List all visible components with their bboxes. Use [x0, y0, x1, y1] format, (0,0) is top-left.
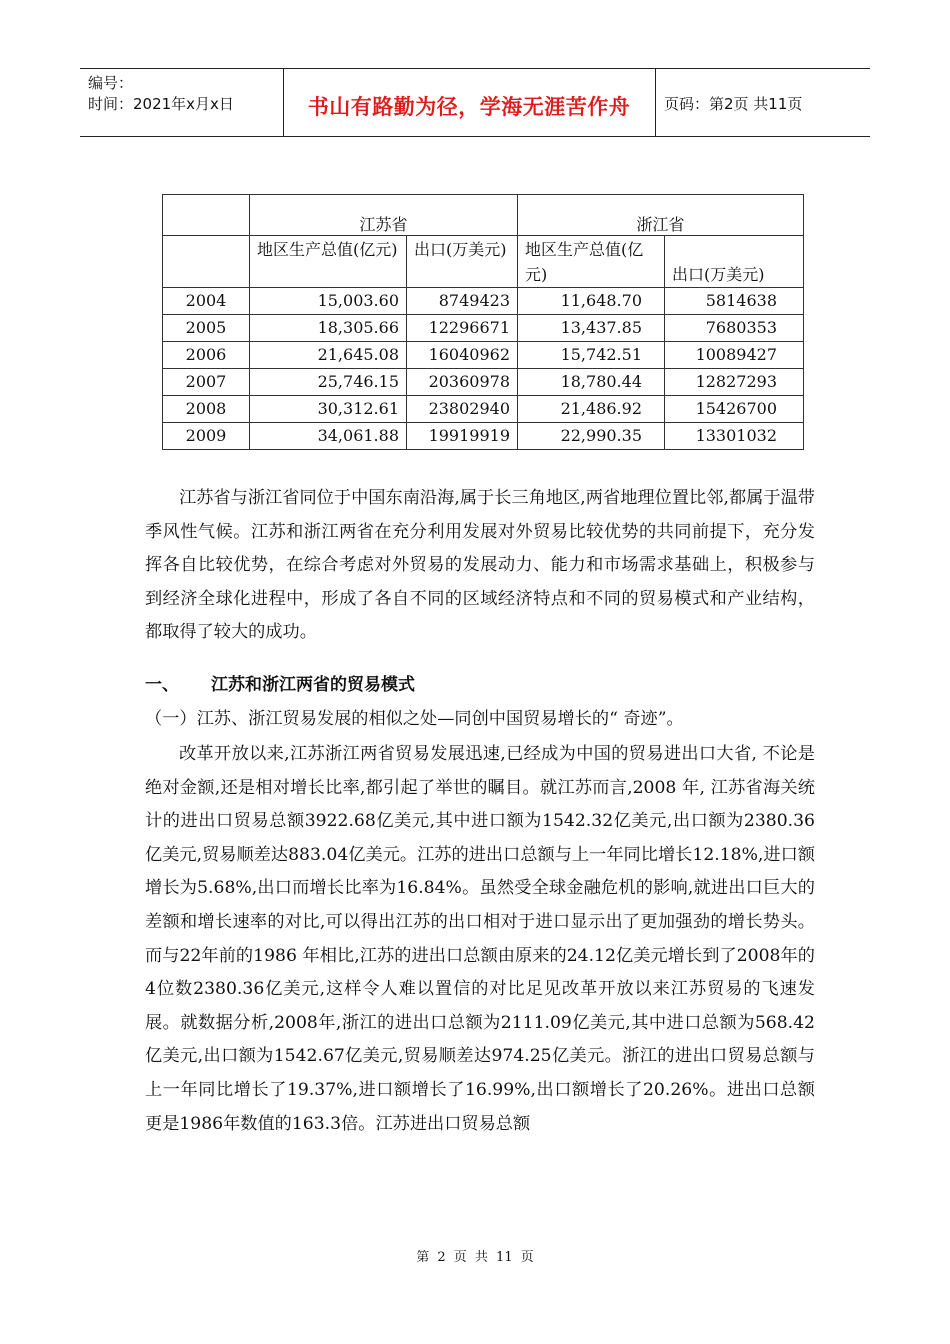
section-title: 江苏和浙江两省的贸易模式	[211, 675, 415, 695]
section-heading	[145, 668, 415, 702]
js-gdp-cell: 30,312.61	[250, 396, 407, 423]
year-cell: 2006	[163, 342, 250, 369]
paragraph-trade: 改革开放以来,江苏浙江两省贸易发展迅速,已经成为中国的贸易进出口大省, 不论是绝对金额,还是相对增长比率,都引起了举世的瞩目。就江苏而言,2008 年, 江苏省海关统计的进出口贸易总额3922.68亿美元,其中进口额为1542.32亿美元,出口额为2380.36亿美元,贸易顺差达883.04亿美元。江苏的进出口总额与上一年同比增长12.18%,进口额增长为5.68%,出口而增长比率为16.84%。虽然受全球金融危机的影响,就进出口巨大的差额和增长速率的对比,可以得出江苏的出口相对于进口显示出了更加强劲的增长势头。而与22年前的1986 年相比,江苏的进出口总额由原来的24.12亿美元增长到了2008年的4位数2380.36亿美元,这样令人难以置信的对比足见改革开放以来江苏贸易的飞速发展。就数据分析,2008年,浙江的进出口总额为2111.09亿美元,其中进口总额为568.42亿美元,出口额为1542.67亿美元,贸易顺差达974.25亿美元。浙江的进出口贸易总额与上一年同比增长了19.37%,进口额增长了16.99%,出口额增长了20.26%。进出口总额更是1986年数值的163.3倍。江苏进出口贸易总额	[145, 744, 815, 1134]
zj-gdp-cell: 21,486.92	[518, 396, 665, 423]
js-export-cell: 8749423	[407, 288, 518, 315]
js-gdp-cell: 34,061.88	[250, 423, 407, 450]
js-export-header: 出口(万美元)	[407, 236, 518, 288]
header-meta	[88, 73, 278, 115]
section-number: 一、	[145, 675, 179, 695]
zj-export-cell: 15426700	[665, 396, 804, 423]
province-b-header: 浙江省	[518, 195, 804, 236]
header-motto: 书山有路勤为径，学海无涯苦作舟	[307, 95, 631, 119]
paragraph-intro: 江苏省与浙江省同位于中国东南沿海,属于长三角地区,两省地理位置比邻,都属于温带季风性气候。江苏和浙江两省在充分利用发展对外贸易比较优势的共同前提下，充分发挥各自比较优势，在综合考虑对外贸易的发展动力、能力和市场需求基础上，积极参与到经济全球化进程中，形成了各自不同的区域经济特点和不同的贸易模式和产业结构，都取得了较大的成功。	[145, 488, 815, 643]
year-cell: 2005	[163, 315, 250, 342]
zj-export-cell: 10089427	[665, 342, 804, 369]
serial-label: 编号：	[88, 74, 134, 92]
zj-gdp-cell: 22,990.35	[518, 423, 665, 450]
table-header-row	[163, 195, 804, 236]
page-header	[80, 68, 870, 137]
js-gdp-cell: 18,305.66	[250, 315, 407, 342]
page-footer: 第 2 页 共 11 页	[416, 1250, 534, 1265]
zj-export-cell: 12827293	[665, 369, 804, 396]
province-a-header: 江苏省	[250, 195, 518, 236]
js-export-cell: 12296671	[407, 315, 518, 342]
js-export-cell: 19919919	[407, 423, 518, 450]
table-row	[163, 396, 804, 423]
header-divider	[655, 69, 656, 136]
js-export-cell: 20360978	[407, 369, 518, 396]
table-corner-cell	[163, 195, 250, 236]
year-cell: 2004	[163, 288, 250, 315]
zj-export-cell: 7680353	[665, 315, 804, 342]
data-table	[162, 194, 804, 450]
year-cell: 2009	[163, 423, 250, 450]
page-info: 页码：第2页 共11页	[664, 95, 803, 113]
js-export-cell: 23802940	[407, 396, 518, 423]
js-export-cell: 16040962	[407, 342, 518, 369]
zj-gdp-cell: 15,742.51	[518, 342, 665, 369]
table-row	[163, 369, 804, 396]
time-label: 时间：2021年x月x日	[88, 95, 234, 113]
table-row	[163, 315, 804, 342]
table-body	[163, 288, 804, 450]
table-row	[163, 342, 804, 369]
zj-gdp-cell: 11,648.70	[518, 288, 665, 315]
js-gdp-header: 地区生产总值(亿元)	[250, 236, 407, 288]
table-row	[163, 423, 804, 450]
js-gdp-cell: 15,003.60	[250, 288, 407, 315]
js-gdp-cell: 21,645.08	[250, 342, 407, 369]
table-row	[163, 288, 804, 315]
zj-gdp-cell: 13,437.85	[518, 315, 665, 342]
zj-export-cell: 13301032	[665, 423, 804, 450]
year-cell: 2008	[163, 396, 250, 423]
js-gdp-cell: 25,746.15	[250, 369, 407, 396]
table-subheader-row	[163, 236, 804, 288]
zj-export-cell: 5814638	[665, 288, 804, 315]
zj-gdp-cell: 18,780.44	[518, 369, 665, 396]
year-cell: 2007	[163, 369, 250, 396]
zj-gdp-header: 地区生产总值(亿元)	[518, 236, 665, 288]
table-corner-cell	[163, 236, 250, 288]
zj-export-header: 出口(万美元)	[665, 236, 804, 288]
subsection-heading: （一）江苏、浙江贸易发展的相似之处—同创中国贸易增长的“ 奇迹”。	[145, 709, 684, 729]
